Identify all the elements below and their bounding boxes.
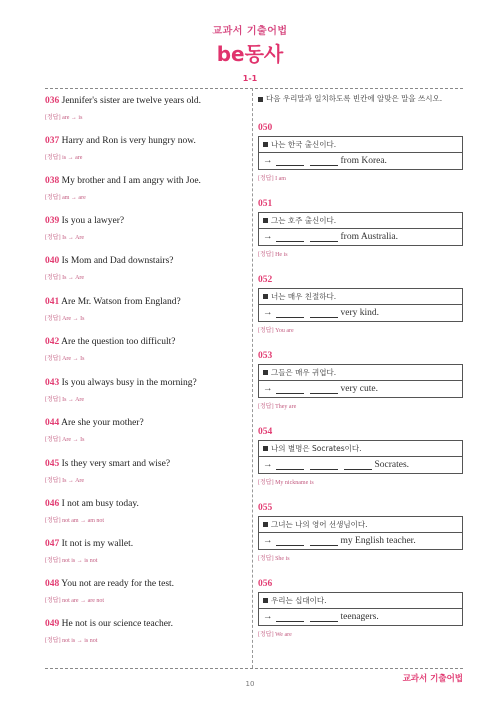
fill-in-question <box>258 351 463 410</box>
korean-prompt: 나는 한국 출신이다. <box>258 136 463 153</box>
question-item <box>45 458 245 484</box>
series-title: 교과서 기출어법 <box>212 26 288 37</box>
question-text: I not am busy today. <box>61 499 139 509</box>
fill-in-question <box>258 427 463 486</box>
square-bullet-icon <box>263 522 268 527</box>
answer-line: [정답] is → are <box>45 155 83 161</box>
question-number: 044 <box>45 418 60 428</box>
question-text: Jennifer's sister are twelve years old. <box>61 96 202 106</box>
answer-blank-line[interactable]: → from Korea. <box>258 153 463 170</box>
korean-prompt: 나의 별명은 Socrates이다. <box>258 440 463 457</box>
bottom-divider <box>45 668 463 669</box>
question-number: 042 <box>45 337 60 347</box>
footer-brand: 교과서 기출어법 <box>402 674 463 684</box>
korean-prompt: 그는 호주 출신이다. <box>258 212 463 229</box>
question-item <box>45 255 245 281</box>
question-number: 040 <box>45 256 60 266</box>
top-divider <box>45 88 463 89</box>
question-text: Is you always busy in the morning? <box>61 378 197 388</box>
page-number: 10 <box>245 680 255 688</box>
square-bullet-icon <box>263 294 268 299</box>
answer-line: [정답] Is → Are <box>45 397 85 403</box>
square-bullet-icon <box>263 446 268 451</box>
unit-label: 1-1 <box>242 74 258 83</box>
question-item <box>45 175 245 201</box>
question-number: 038 <box>45 176 60 186</box>
question-number: 043 <box>45 378 60 388</box>
answer-line: [정답] He is <box>258 252 288 258</box>
answer-line: [정답] Is → Are <box>45 275 85 281</box>
question-number: 054 <box>258 427 273 437</box>
question-number: 052 <box>258 275 273 285</box>
question-item <box>45 498 245 524</box>
question-number: 053 <box>258 351 273 361</box>
question-number: 037 <box>45 136 60 146</box>
question-item <box>45 336 245 362</box>
page-title: be동사 <box>216 42 284 66</box>
question-item <box>45 95 245 121</box>
answer-line: [정답] not are → are not <box>45 598 105 604</box>
question-number: 045 <box>45 459 60 469</box>
square-bullet-icon <box>263 370 268 375</box>
question-number: 056 <box>258 579 273 589</box>
answer-line: [정답] Are → Is <box>45 437 85 443</box>
question-text: Is they very smart and wise? <box>61 459 171 469</box>
instruction: 다음 우리말과 일치하도록 빈칸에 알맞은 말을 쓰시오. <box>258 92 463 105</box>
square-bullet-icon <box>258 97 263 102</box>
answer-blank-line[interactable]: → teenagers. <box>258 609 463 626</box>
answer-line: [정답] We are <box>258 632 292 638</box>
fill-in-question <box>258 123 463 182</box>
question-item <box>45 135 245 161</box>
answer-line: [정답] They are <box>258 404 297 410</box>
square-bullet-icon <box>263 598 268 603</box>
answer-line: [정답] am → are <box>45 195 86 201</box>
square-bullet-icon <box>263 218 268 223</box>
question-number: 051 <box>258 199 273 209</box>
answer-line: [정답] Are → Is <box>45 356 85 362</box>
question-item <box>45 578 245 604</box>
answer-blank-line[interactable]: → very kind. <box>258 305 463 322</box>
question-item <box>45 215 245 241</box>
question-item <box>45 618 245 644</box>
square-bullet-icon <box>263 142 268 147</box>
answer-line: [정답] Is → Are <box>45 478 85 484</box>
fill-in-question <box>258 503 463 562</box>
question-text: Is Mom and Dad downstairs? <box>61 256 174 266</box>
answer-line: [정답] You are <box>258 328 294 334</box>
fill-in-question <box>258 275 463 334</box>
column-divider <box>252 88 253 668</box>
answer-line: [정답] are → is <box>45 115 83 121</box>
question-text: You not are ready for the test. <box>61 579 175 589</box>
fill-in-question <box>258 199 463 258</box>
korean-prompt: 우리는 십대이다. <box>258 592 463 609</box>
answer-line: [정답] Is → Are <box>45 235 85 241</box>
question-text: Harry and Ron is very hungry now. <box>61 136 196 146</box>
question-number: 047 <box>45 539 60 549</box>
question-text: He not is our science teacher. <box>61 619 173 629</box>
korean-prompt: 그녀는 나의 영어 선생님이다. <box>258 516 463 533</box>
answer-line: [정답] I am <box>258 176 286 182</box>
question-text: Are Mr. Watson from England? <box>61 297 181 307</box>
question-number: 048 <box>45 579 60 589</box>
korean-prompt: 그들은 매우 귀엽다. <box>258 364 463 381</box>
fill-in-question <box>258 579 463 638</box>
question-number: 046 <box>45 499 60 509</box>
question-text: Are the question too difficult? <box>61 337 176 347</box>
korean-prompt: 너는 매우 친절하다. <box>258 288 463 305</box>
question-item <box>45 296 245 322</box>
answer-blank-line[interactable]: → very cute. <box>258 381 463 398</box>
answer-blank-line[interactable]: → from Australia. <box>258 229 463 246</box>
question-item <box>45 538 245 564</box>
answer-blank-line[interactable]: → Socrates. <box>258 457 463 474</box>
question-item <box>45 377 245 403</box>
answer-line: [정답] not am → am not <box>45 518 105 524</box>
question-number: 041 <box>45 297 60 307</box>
question-number: 049 <box>45 619 60 629</box>
answer-line: [정답] She is <box>258 556 290 562</box>
question-text: Is you a lawyer? <box>61 216 125 226</box>
question-number: 055 <box>258 503 273 513</box>
answer-line: [정답] not is → is not <box>45 558 98 564</box>
question-number: 039 <box>45 216 60 226</box>
answer-line: [정답] My nickname is <box>258 480 314 486</box>
answer-line: [정답] not is → is not <box>45 638 98 644</box>
answer-line: [정답] Are → Is <box>45 316 85 322</box>
question-text: Are she your mother? <box>61 418 144 428</box>
answer-blank-line[interactable]: → my English teacher. <box>258 533 463 550</box>
question-number: 036 <box>45 96 60 106</box>
question-text: It not is my wallet. <box>61 539 134 549</box>
question-item <box>45 417 245 443</box>
question-text: My brother and I am angry with Joe. <box>61 176 201 186</box>
question-number: 050 <box>258 123 273 133</box>
